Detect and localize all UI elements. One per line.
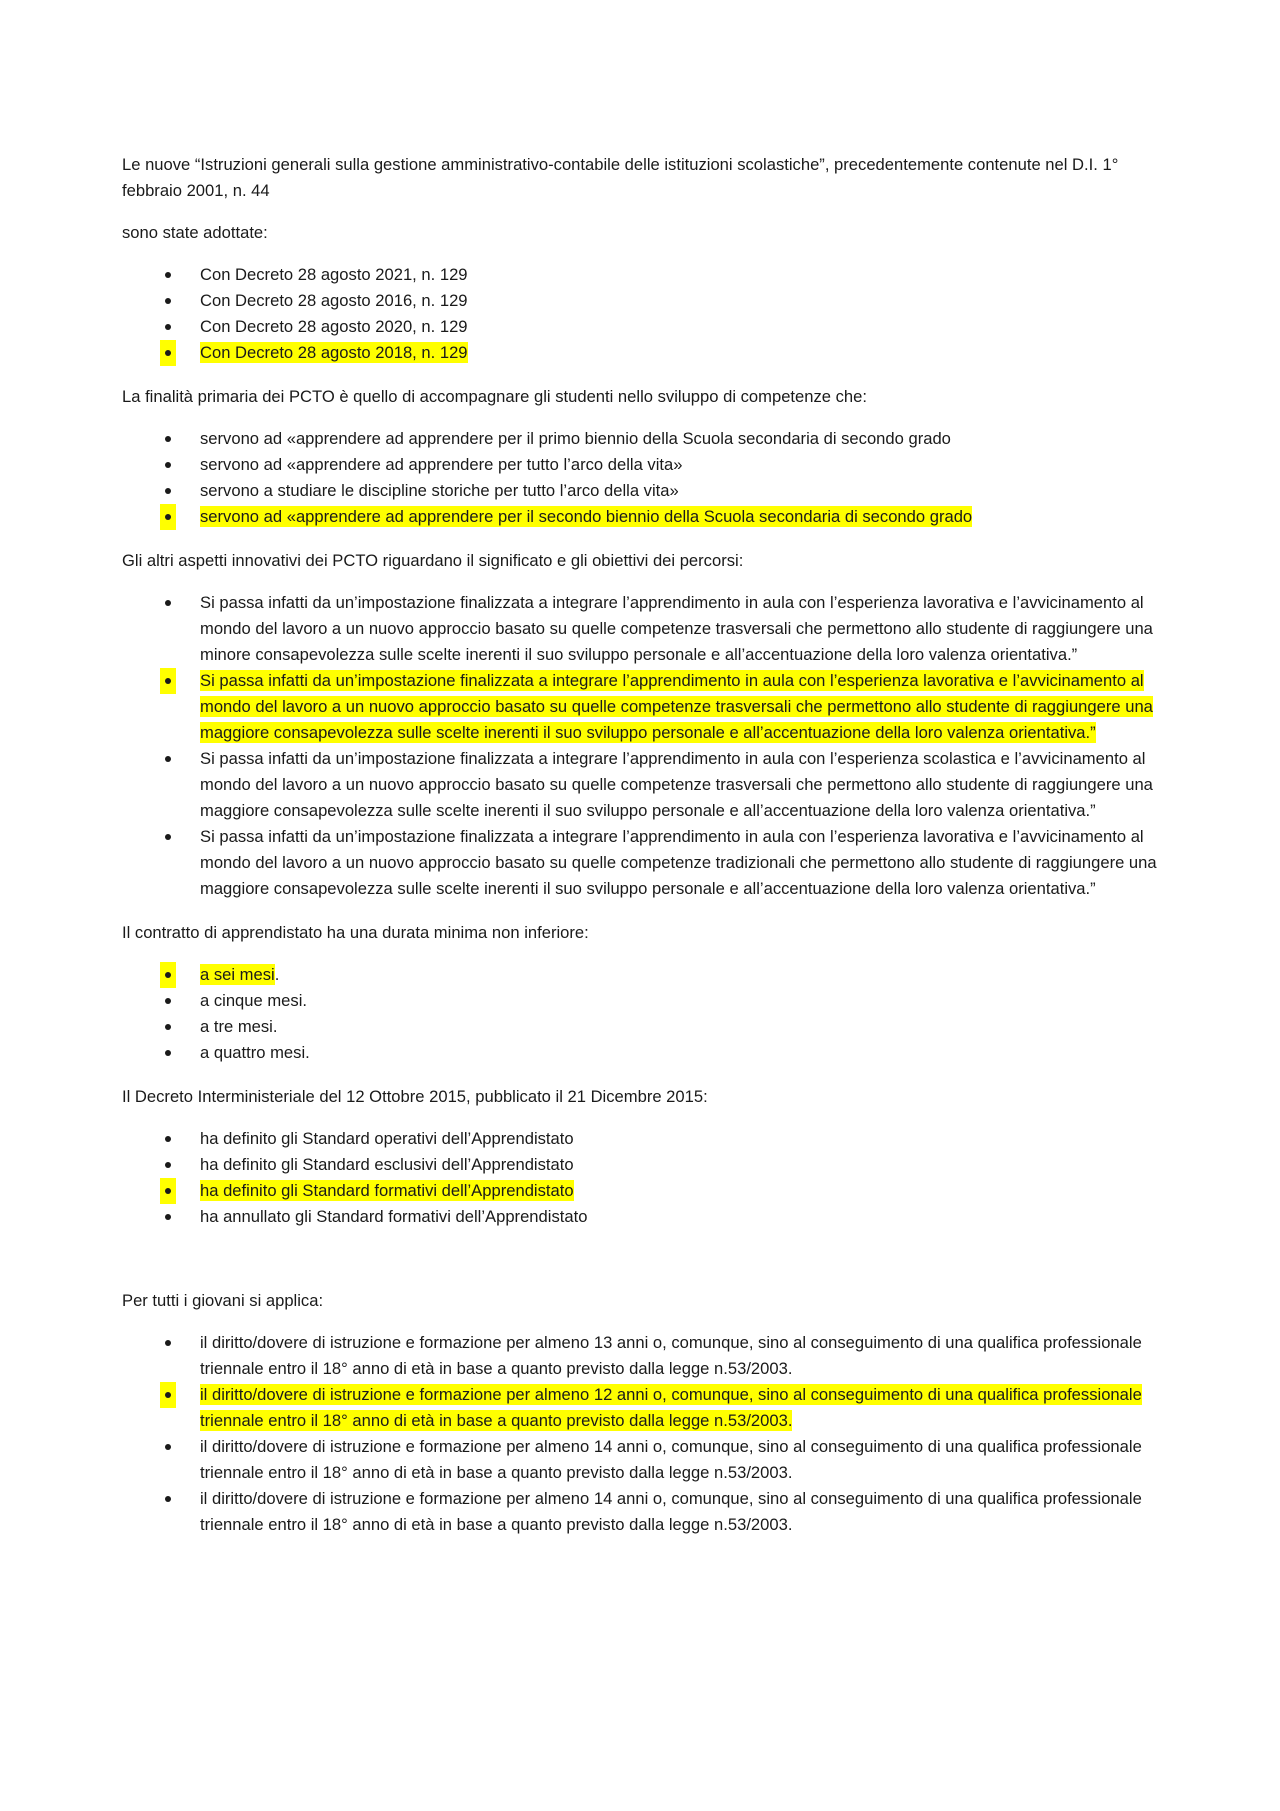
bullet-icon	[163, 426, 173, 452]
answer-option-text: ha definito gli Standard esclusivi dell’Apprendistato	[200, 1155, 574, 1174]
bullet-icon	[163, 988, 173, 1014]
answer-option-text: ha annullato gli Standard formativi dell’Apprendistato	[200, 1207, 588, 1226]
answer-option	[122, 1126, 1172, 1152]
answer-option-correct	[122, 1178, 1172, 1204]
answer-option	[122, 314, 1172, 340]
question-block	[122, 1084, 1172, 1230]
bullet-icon	[163, 1486, 173, 1512]
question-stem: Il contratto di apprendistato ha una durata minima non inferiore:	[122, 923, 589, 942]
answer-option-text: Si passa infatti da un’impostazione finalizzata a integrare l’apprendimento in aula con l’esperienza lavorativa e l’avvicinamento al mondo del lavoro a un nuovo approccio basato su quelle competenze trasversali che permettono allo studente di raggiungere una minore consapevolezza sulle scelte inerenti il suo sviluppo personale e all’accentuazione della loro valenza orientativa.”	[200, 593, 1153, 664]
answer-option-text: servono ad «apprendere ad apprendere per il secondo biennio della Scuola secondaria di secondo grado	[200, 507, 973, 526]
answer-option-text: servono a studiare le discipline storiche per tutto l’arco della vita»	[200, 481, 679, 500]
answer-option	[122, 1040, 1172, 1066]
question-stem: sono state adottate:	[122, 223, 268, 242]
bullet-icon	[163, 288, 173, 314]
answer-option	[122, 988, 1172, 1014]
answer-option-correct	[122, 962, 1172, 988]
answer-option-correct	[122, 1382, 1172, 1434]
bullet-icon	[163, 452, 173, 478]
answer-options-list	[122, 1126, 1172, 1230]
bullet-icon	[160, 504, 176, 530]
bullet-icon	[163, 1204, 173, 1230]
bullet-icon	[163, 1330, 173, 1356]
answer-option	[122, 1330, 1172, 1382]
answer-option	[122, 426, 1172, 452]
answer-options-list	[122, 962, 1172, 1066]
bullet-icon	[160, 962, 176, 988]
answer-option-text: il diritto/dovere di istruzione e formazione per almeno 13 anni o, comunque, sino al conseguimento di una qualifica professionale triennale entro il 18° anno di età in base a quanto previsto dalla legge n.53/2003.	[200, 1333, 1142, 1378]
answer-option	[122, 746, 1172, 824]
answer-option-text: servono ad «apprendere ad apprendere per tutto l’arco della vita»	[200, 455, 683, 474]
answer-option-correct	[122, 668, 1172, 746]
question-stem: Le nuove “Istruzioni generali sulla gestione amministrativo-contabile delle istituzioni scolastiche”, precedentemente contenute nel D.I. 1° febbraio 2001, n. 44	[122, 155, 1119, 200]
answer-option-text: il diritto/dovere di istruzione e formazione per almeno 12 anni o, comunque, sino al conseguimento di una qualifica professionale triennale entro il 18° anno di età in base a quanto previsto dalla legge n.53/2003.	[200, 1385, 1142, 1430]
bullet-icon	[163, 262, 173, 288]
answer-option-text: a sei mesi	[200, 965, 275, 984]
question-stem: La finalità primaria dei PCTO è quello di accompagnare gli studenti nello sviluppo di competenze che:	[122, 387, 867, 406]
answer-option-text: a quattro mesi.	[200, 1043, 310, 1062]
question-stem: Gli altri aspetti innovativi dei PCTO riguardano il significato e gli obiettivi dei percorsi:	[122, 551, 744, 570]
answer-option	[122, 288, 1172, 314]
answer-option	[122, 1204, 1172, 1230]
question-block	[122, 152, 1172, 366]
question-block	[122, 920, 1172, 1066]
bullet-icon	[160, 340, 176, 366]
question-block	[122, 548, 1172, 902]
bullet-icon	[163, 746, 173, 772]
answer-option	[122, 452, 1172, 478]
bullet-icon	[163, 590, 173, 616]
answer-options-list	[122, 262, 1172, 366]
answer-option	[122, 1486, 1172, 1538]
answer-option	[122, 262, 1172, 288]
bullet-icon	[163, 314, 173, 340]
question-stem: Il Decreto Interministeriale del 12 Ottobre 2015, pubblicato il 21 Dicembre 2015:	[122, 1087, 708, 1106]
document-body	[122, 152, 1172, 1556]
answer-option-text: Si passa infatti da un’impostazione finalizzata a integrare l’apprendimento in aula con l’esperienza lavorativa e l’avvicinamento al mondo del lavoro a un nuovo approccio basato su quelle competenze tradizionali che permettono allo studente di raggiungere una maggiore consapevolezza sulle scelte inerenti il suo sviluppo personale e all’accentuazione della loro valenza orientativa.”	[200, 827, 1157, 898]
answer-option-text: Si passa infatti da un’impostazione finalizzata a integrare l’apprendimento in aula con l’esperienza lavorativa e l’avvicinamento al mondo del lavoro a un nuovo approccio basato su quelle competenze trasversali che permettono allo studente di raggiungere una maggiore consapevolezza sulle scelte inerenti il suo sviluppo personale e all’accentuazione della loro valenza orientativa.”	[200, 671, 1153, 742]
answer-option-suffix: .	[274, 965, 280, 984]
answer-option	[122, 478, 1172, 504]
bullet-icon	[163, 1434, 173, 1460]
bullet-icon	[160, 1382, 176, 1408]
answer-options-list	[122, 1330, 1172, 1538]
answer-option	[122, 824, 1172, 902]
bullet-icon	[160, 668, 176, 694]
answer-option-text: Con Decreto 28 agosto 2016, n. 129	[200, 291, 468, 310]
question-block	[122, 384, 1172, 530]
answer-option-text: Con Decreto 28 agosto 2020, n. 129	[200, 317, 468, 336]
answer-option-text: il diritto/dovere di istruzione e formazione per almeno 14 anni o, comunque, sino al conseguimento di una qualifica professionale triennale entro il 18° anno di età in base a quanto previsto dalla legge n.53/2003.	[200, 1489, 1142, 1534]
answer-option	[122, 1014, 1172, 1040]
question-block	[122, 1288, 1172, 1538]
answer-option-text: il diritto/dovere di istruzione e formazione per almeno 14 anni o, comunque, sino al conseguimento di una qualifica professionale triennale entro il 18° anno di età in base a quanto previsto dalla legge n.53/2003.	[200, 1437, 1142, 1482]
answer-option	[122, 590, 1172, 668]
bullet-icon	[163, 824, 173, 850]
bullet-icon	[163, 1126, 173, 1152]
answer-options-list	[122, 590, 1172, 902]
answer-option-text: a tre mesi.	[200, 1017, 278, 1036]
bullet-icon	[163, 478, 173, 504]
answer-option-text: servono ad «apprendere ad apprendere per il primo biennio della Scuola secondaria di secondo grado	[200, 429, 951, 448]
answer-options-list	[122, 426, 1172, 530]
bullet-icon	[163, 1040, 173, 1066]
bullet-icon	[163, 1152, 173, 1178]
bullet-icon	[163, 1014, 173, 1040]
answer-option	[122, 1152, 1172, 1178]
answer-option-text: Si passa infatti da un’impostazione finalizzata a integrare l’apprendimento in aula con l’esperienza scolastica e l’avvicinamento al mondo del lavoro a un nuovo approccio basato su quelle competenze trasversali che permettono allo studente di raggiungere una maggiore consapevolezza sulle scelte inerenti il suo sviluppo personale e all’accentuazione della loro valenza orientativa.”	[200, 749, 1153, 820]
answer-option-correct	[122, 504, 1172, 530]
answer-option-text: Con Decreto 28 agosto 2021, n. 129	[200, 265, 468, 284]
answer-option	[122, 1434, 1172, 1486]
question-stem: Per tutti i giovani si applica:	[122, 1291, 324, 1310]
answer-option-text: ha definito gli Standard operativi dell’Apprendistato	[200, 1129, 574, 1148]
bullet-icon	[160, 1178, 176, 1204]
answer-option-correct	[122, 340, 1172, 366]
answer-option-text: ha definito gli Standard formativi dell’Apprendistato	[200, 1181, 574, 1200]
answer-option-text: a cinque mesi.	[200, 991, 307, 1010]
answer-option-text: Con Decreto 28 agosto 2018, n. 129	[200, 343, 468, 362]
